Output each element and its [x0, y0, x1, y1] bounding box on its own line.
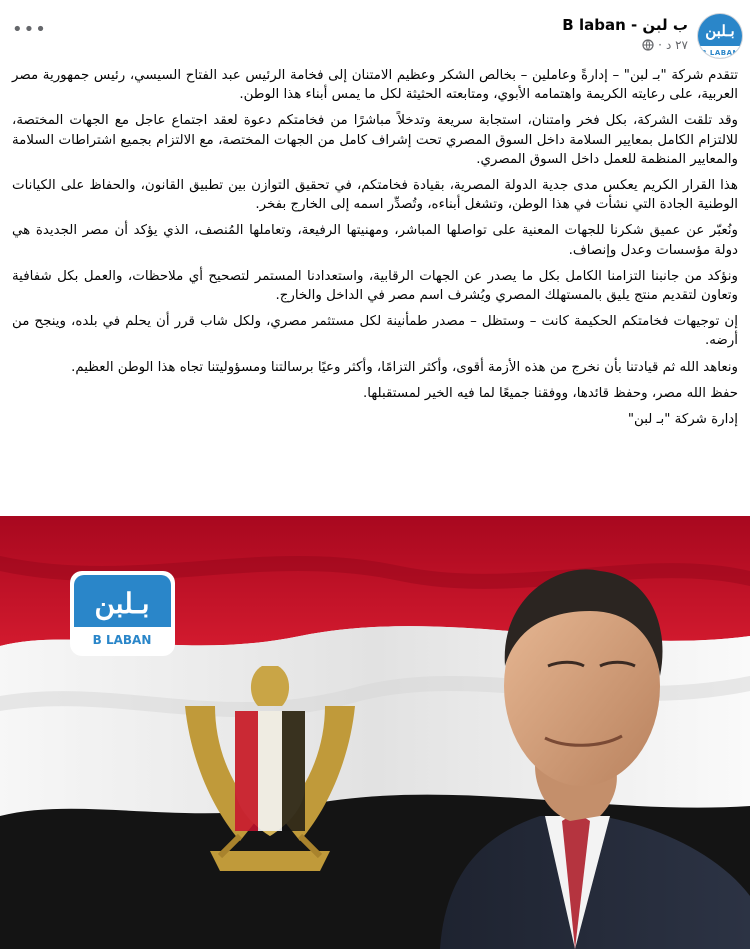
paragraph-8: حفظ الله مصر، وحفظ قائدها، ووفقنا جميعًا لما فيه الخير لمستقبلها. [363, 385, 738, 401]
paragraph-6: إن توجيهات فخامتكم الحكيمة كانت – وستظل – مصدر طمأنينة لكل مستثمر مصري، ولكل شاب قرر أن يحلم في بلده، وينجح من أرضه. [12, 314, 738, 349]
globe-icon [642, 39, 654, 51]
post-body [12, 66, 738, 436]
meta-separator: · [658, 38, 662, 52]
paragraph-4: ونُعبّر عن عميق شكرنا للجهات المعنية على تواصلها المباشر، ومهنيتها الرفيعة، وتعاملها المُنصف، الذي يؤكد أن مصر الجديدة هي دولة مؤسسات وعدل وإنصاف. [12, 223, 738, 258]
flag-portrait-illustration [0, 516, 750, 949]
paragraph-5: ونؤكد من جانبنا التزامنا الكامل بكل ما يصدر عن الجهات الرقابية، واستعدادنا المستمر لتصحيح أي ملاحظات، والعمل بكل شفافية وتعاون لتقديم منتج يليق بالمستهلك المصري ويُشرف اسم مصر في الداخل والخارج. [12, 268, 738, 304]
avatar-band-text: B LABAN [701, 49, 739, 57]
more-options-icon[interactable]: ••• [12, 19, 47, 40]
image-logo-latin: B LABAN [92, 633, 152, 647]
paragraph-9: إدارة شركة "بـ لبن" [627, 412, 738, 428]
page-avatar[interactable] [698, 14, 742, 58]
b-laban-logo [70, 571, 175, 656]
post-timestamp[interactable]: ٢٧ د [665, 38, 688, 52]
paragraph-1: تتقدم شركة "بـ لبن" – إدارةً وعاملين – بخالص الشكر وعظيم الامتنان إلى فخامة الرئيس عبد الفتاح السيسي، رئيس جمهورية مصر العربية، على رعايته الكريمة واهتمامه الأبوي، ومتابعته الحثيثة لكل ما يمس أبناء هذا الوطن. [12, 68, 738, 103]
post-meta [642, 38, 688, 52]
avatar-logo-text: بـلبن [705, 22, 735, 40]
paragraph-3: هذا القرار الكريم يعكس مدى جدية الدولة المصرية، بقيادة فخامتكم، في تحقيق التوازن بين تطبيق القانون، والحفاظ على الكيانات الوطنية الجادة التي نشأت في هذا الوطن، وتشغل أبناءه، وتُصدِّر اسمه إلى الخارج بفخر. [12, 178, 738, 213]
paragraph-2: وقد تلقت الشركة، بكل فخر وامتنان، استجابة سريعة وتدخلاً مباشرًا من فخامتكم دعوة لعقد اجتماع عاجل مع الجهات المختصة، للالتزام الكامل بمعايير السلامة داخل السوق المصري تحت إشراف كامل من الجهات المختصة، مع الالتزام بجميع اشتراطات السلامة والمعايير المنظمة للعمل داخل السوق المصري. [12, 113, 738, 167]
post-image[interactable] [0, 516, 750, 949]
paragraph-7: ونعاهد الله ثم قيادتنا بأن نخرج من هذه الأزمة أقوى، وأكثر التزامًا، وأكثر وعيًا برسالتنا ومسؤوليتنا تجاه هذا الوطن العظيم. [71, 359, 738, 375]
image-logo-arabic: بـلبن [94, 587, 150, 620]
post-header [0, 0, 750, 62]
page-name[interactable]: ب لبن - B laban [562, 16, 688, 34]
